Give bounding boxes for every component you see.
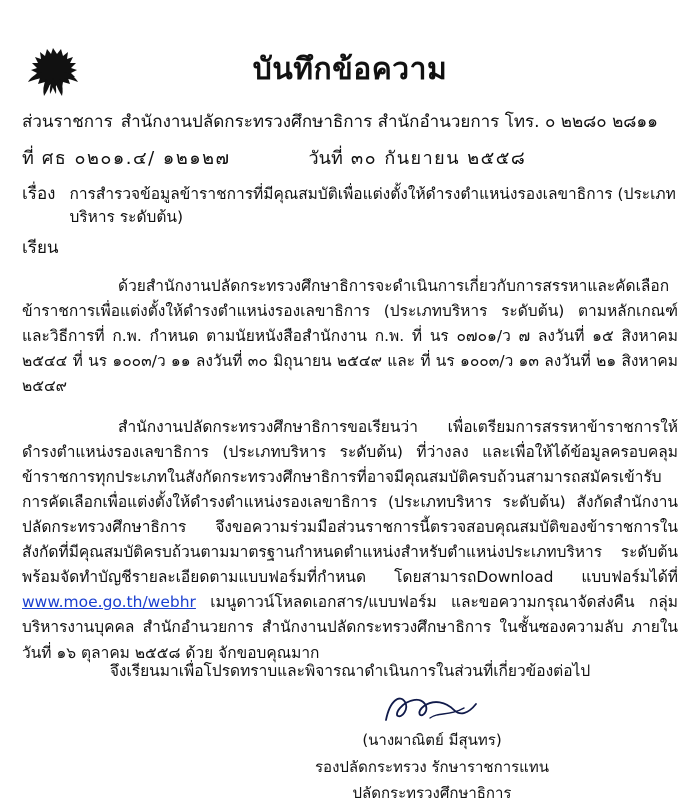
moe-webhr-link[interactable]: www.moe.go.th/webhr [22,593,196,612]
paragraph-1 [22,274,678,400]
agency-value: สำนักงานปลัดกระทรวงศึกษาธิการ สำนักอำนวยการ โทร. ๐ ๒๒๘๐ ๒๘๑๑ [120,112,658,132]
doc-no-label: ที่ [22,148,34,169]
document-title: บันทึกข้อความ [252,52,448,87]
closing-line: จึงเรียนมาเพื่อโปรดทราบและพิจารณาดำเนินการในส่วนที่เกี่ยวข้องต่อไป [109,662,591,680]
signer-title-line2: ปลัดกระทรวงศึกษาธิการ [352,784,512,802]
document-body [22,258,678,676]
agency-row [22,108,678,135]
paragraph-2-text: สำนักงานปลัดกระทรวงศึกษาธิการขอเรียนว่า เพื่อเตรียมการสรรหาข้าราชการให้ดำรงตำแหน่งรองเลขาธิการ (ประเภทบริหาร ระดับต้น) ที่ว่างลง และเพื่อให้ได้ข้อมูลครอบคลุมข้าราชการทุกประเภทในสังกัดกระทรวงศึกษาธิการที่อาจมีคุณสมบัติครบถ้วนสามารถสมัครเข้ารับการคัดเลือกเพื่อแต่งตั้งให้ดำรงตำแหน่งรองเลขาธิการ (ประเภทบริหาร ระดับต้น) สังกัดสำนักงานปลัดกระทรวงศึกษาธิการ จึงขอความร่วมมือส่วนราชการนี้ตรวจสอบคุณสมบัติของข้าราชการในสังกัดที่มีคุณสมบัติครบถ้วนตามมาตรฐานกำหนดตำแหน่งสำหรับตำแหน่งประเภทบริหาร ระดับต้น พร้อมจัดทำบัญชีรายละเอียดตามแบบฟอร์มที่กำหนด โดยสามารถ [22,417,678,587]
document-header [22,108,678,261]
doc-no-value: ศธ ๐๒๐๑.๔/ ๑๒๑๒๗ [41,148,231,169]
handwritten-signature [282,690,582,726]
download-line-before: Download แบบฟอร์มได้ที่ [476,568,678,587]
signature-block [282,690,582,805]
subject-label: เรื่อง [22,184,56,204]
date-value: ๓๐ กันยายน ๒๕๕๘ [350,148,527,169]
agency-label: ส่วนราชการ [22,112,113,132]
docno-date-row [22,143,678,172]
signer-name: (นางผาณิตย์ มีสุนทร) [362,731,502,749]
subject-row [22,180,678,230]
download-line-after: เมนูดาวน์โหลดเอกสาร/แบบฟอร์ม และขอความกรุณาจัดส่งคืน กลุ่มบริหารงานบุคคล สำนักอำนวยการ สำนักงานปลัดกระทรวงศึกษาธิการ ในชั้นซองความลับ ภายในวันที่ ๑๖ ตุลาคม ๒๕๕๘ ด้วย จักขอบคุณมาก [22,593,678,662]
subject-value: การสำรวจข้อมูลข้าราชการที่มีคุณสมบัติเพื่อแต่งตั้งให้ดำรงตำแหน่งรองเลขาธิการ (ประเภทบริหาร ระดับต้น) [69,185,676,227]
to-label: เรียน [22,237,59,258]
date-label: วันที่ [308,148,343,169]
paragraph-1-text: ด้วยสำนักงานปลัดกระทรวงศึกษาธิการจะดำเนินการเกี่ยวกับการสรรหาและคัดเลือกข้าราชการเพื่อแต่งตั้งให้ดำรงตำแหน่งรองเลขาธิการ (ประเภทบริหาร ระดับต้น) ตามหลักเกณฑ์และวิธีการที่ ก.พ. กำหนด ตามนัยหนังสือสำนักงาน ก.พ. ที่ นร ๐๗๐๑/ว ๗ ลงวันที่ ๑๕ สิงหาคม ๒๕๔๔ ที่ นร ๑๐๐๓/ว ๑๑ ลงวันที่ ๓๐ มิถุนายน ๒๕๔๙ และ ที่ นร ๑๐๐๓/ว ๑๓ ลงวันที่ ๒๑ สิงหาคม ๒๕๔๙ [22,276,678,395]
paragraph-2 [22,415,678,666]
signer-title-line1: รองปลัดกระทรวง รักษาราชการแทน [315,758,549,776]
